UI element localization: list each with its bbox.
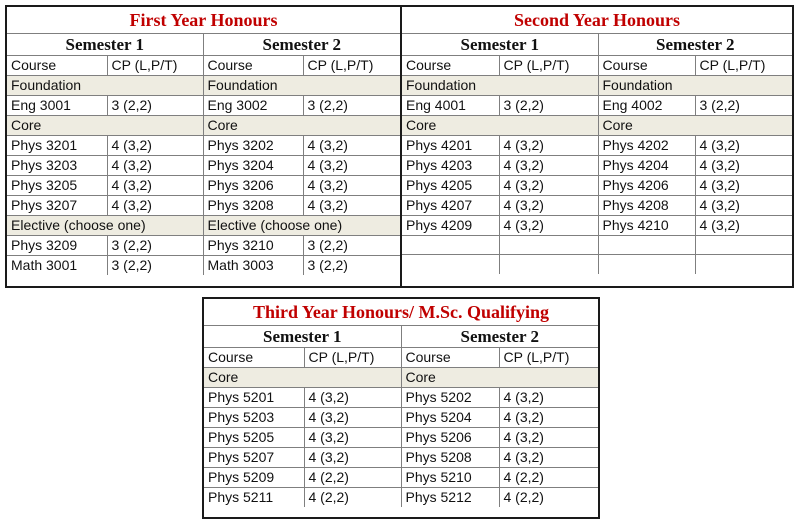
first-year-table: [5, 5, 402, 288]
second-year-table: [400, 5, 794, 288]
table-row: [402, 56, 792, 76]
column-header: Course: [204, 348, 304, 368]
course-code: Phys 5202: [401, 388, 499, 408]
section-label: Core: [402, 116, 598, 136]
course-code: Phys 4205: [402, 176, 499, 196]
section-label: Core: [401, 368, 598, 388]
table-row: [7, 136, 400, 156]
table-row: [402, 176, 792, 196]
credit-points: 4 (3,2): [107, 156, 203, 176]
credit-points: 4 (3,2): [499, 196, 598, 216]
section-label: Elective (choose one): [7, 216, 203, 236]
section-label: Foundation: [203, 76, 400, 96]
table-row: [402, 136, 792, 156]
credit-points: 4 (3,2): [695, 196, 792, 216]
course-code: Phys 5211: [204, 488, 304, 508]
section-label: Foundation: [7, 76, 203, 96]
table-row: [204, 408, 598, 428]
table-row: [204, 448, 598, 468]
table-row: [204, 348, 598, 368]
course-code: Eng 3001: [7, 96, 107, 116]
empty-row: [402, 236, 792, 255]
course-code: Phys 5203: [204, 408, 304, 428]
course-code: Phys 3209: [7, 236, 107, 256]
section-label: Core: [598, 116, 792, 136]
credit-points: 3 (2,2): [499, 96, 598, 116]
course-code: Phys 3202: [203, 136, 303, 156]
course-code: Phys 5207: [204, 448, 304, 468]
semester-header: Semester 1: [204, 326, 401, 348]
course-code: Eng 4002: [598, 96, 695, 116]
course-code: Math 3001: [7, 256, 107, 276]
table-title: First Year Honours: [7, 7, 400, 34]
empty-cell: [402, 255, 499, 274]
empty-row: [402, 255, 792, 274]
credit-points: 4 (3,2): [107, 176, 203, 196]
table-row: [204, 488, 598, 508]
table-row: [7, 156, 400, 176]
credit-points: 4 (3,2): [304, 428, 401, 448]
table-row: [7, 176, 400, 196]
credit-points: 4 (3,2): [303, 176, 400, 196]
empty-cell: [402, 236, 499, 255]
table-row: [7, 96, 400, 116]
empty-cell: [499, 236, 598, 255]
credit-points: 3 (2,2): [107, 96, 203, 116]
table-row: [204, 468, 598, 488]
credit-points: 4 (3,2): [303, 156, 400, 176]
credit-points: 4 (3,2): [499, 136, 598, 156]
column-header: Course: [203, 56, 303, 76]
section-label: Core: [203, 116, 400, 136]
table-row: [402, 96, 792, 116]
course-code: Phys 4206: [598, 176, 695, 196]
table-row: [402, 196, 792, 216]
semester-header: Semester 1: [402, 34, 598, 56]
table-row: [7, 256, 400, 276]
third-year-table: [202, 297, 600, 519]
course-code: Phys 5210: [401, 468, 499, 488]
course-code: Phys 4209: [402, 216, 499, 236]
section-label: Core: [7, 116, 203, 136]
credit-points: 4 (3,2): [695, 216, 792, 236]
course-code: Eng 4001: [402, 96, 499, 116]
credit-points: 4 (2,2): [499, 488, 598, 508]
empty-cell: [598, 255, 695, 274]
credit-points: 4 (3,2): [499, 408, 598, 428]
course-code: Phys 4208: [598, 196, 695, 216]
table-row: [7, 56, 400, 76]
table-row: [402, 156, 792, 176]
table-row: [204, 388, 598, 408]
credit-points: 4 (3,2): [499, 448, 598, 468]
course-code: Math 3003: [203, 256, 303, 276]
credit-points: 3 (2,2): [303, 96, 400, 116]
column-header: CP (L,P/T): [695, 56, 792, 76]
credit-points: 4 (2,2): [304, 468, 401, 488]
credit-points: 4 (3,2): [499, 388, 598, 408]
course-code: Phys 4203: [402, 156, 499, 176]
table-row: [204, 428, 598, 448]
section-label: Foundation: [598, 76, 792, 96]
course-code: Phys 5201: [204, 388, 304, 408]
empty-cell: [695, 255, 792, 274]
table-row: [402, 216, 792, 236]
course-code: Phys 4204: [598, 156, 695, 176]
table-title: Third Year Honours/ M.Sc. Qualifying: [204, 299, 598, 326]
column-header: CP (L,P/T): [303, 56, 400, 76]
credit-points: 4 (2,2): [499, 468, 598, 488]
course-code: Phys 5209: [204, 468, 304, 488]
course-code: Phys 3203: [7, 156, 107, 176]
semester-header: Semester 2: [598, 34, 792, 56]
empty-cell: [598, 236, 695, 255]
credit-points: 4 (3,2): [695, 136, 792, 156]
credit-points: 4 (3,2): [499, 216, 598, 236]
section-label: Elective (choose one): [203, 216, 400, 236]
table-row: [7, 236, 400, 256]
table-title: Second Year Honours: [402, 7, 792, 34]
credit-points: 4 (3,2): [303, 196, 400, 216]
credit-points: 3 (2,2): [695, 96, 792, 116]
credit-points: 4 (3,2): [499, 176, 598, 196]
course-code: Phys 5205: [204, 428, 304, 448]
course-code: Phys 3205: [7, 176, 107, 196]
table-row: [7, 196, 400, 216]
course-code: Phys 5204: [401, 408, 499, 428]
course-code: Phys 3204: [203, 156, 303, 176]
empty-cell: [695, 236, 792, 255]
credit-points: 4 (3,2): [695, 156, 792, 176]
column-header: Course: [598, 56, 695, 76]
column-header: Course: [7, 56, 107, 76]
credit-points: 4 (3,2): [303, 136, 400, 156]
column-header: CP (L,P/T): [304, 348, 401, 368]
credit-points: 4 (3,2): [499, 428, 598, 448]
empty-cell: [499, 255, 598, 274]
course-code: Phys 4201: [402, 136, 499, 156]
course-code: Phys 5206: [401, 428, 499, 448]
credit-points: 4 (3,2): [107, 196, 203, 216]
credit-points: 3 (2,2): [107, 236, 203, 256]
section-label: Foundation: [402, 76, 598, 96]
course-code: Eng 3002: [203, 96, 303, 116]
course-code: Phys 3206: [203, 176, 303, 196]
credit-points: 4 (3,2): [304, 388, 401, 408]
column-header: CP (L,P/T): [499, 56, 598, 76]
credit-points: 4 (3,2): [304, 408, 401, 428]
credit-points: 3 (2,2): [303, 256, 400, 276]
section-label: Core: [204, 368, 401, 388]
credit-points: 4 (3,2): [695, 176, 792, 196]
column-header: Course: [401, 348, 499, 368]
credit-points: 4 (3,2): [107, 136, 203, 156]
credit-points: 4 (3,2): [304, 448, 401, 468]
course-code: Phys 3201: [7, 136, 107, 156]
column-header: Course: [402, 56, 499, 76]
column-header: CP (L,P/T): [107, 56, 203, 76]
credit-points: 4 (2,2): [304, 488, 401, 508]
credit-points: 4 (3,2): [499, 156, 598, 176]
course-code: Phys 3210: [203, 236, 303, 256]
semester-header: Semester 1: [7, 34, 203, 56]
semester-header: Semester 2: [203, 34, 400, 56]
course-code: Phys 4202: [598, 136, 695, 156]
column-header: CP (L,P/T): [499, 348, 598, 368]
course-code: Phys 5208: [401, 448, 499, 468]
semester-header: Semester 2: [401, 326, 598, 348]
course-code: Phys 4210: [598, 216, 695, 236]
credit-points: 3 (2,2): [303, 236, 400, 256]
course-code: Phys 3208: [203, 196, 303, 216]
course-code: Phys 5212: [401, 488, 499, 508]
credit-points: 3 (2,2): [107, 256, 203, 276]
course-code: Phys 4207: [402, 196, 499, 216]
course-code: Phys 3207: [7, 196, 107, 216]
